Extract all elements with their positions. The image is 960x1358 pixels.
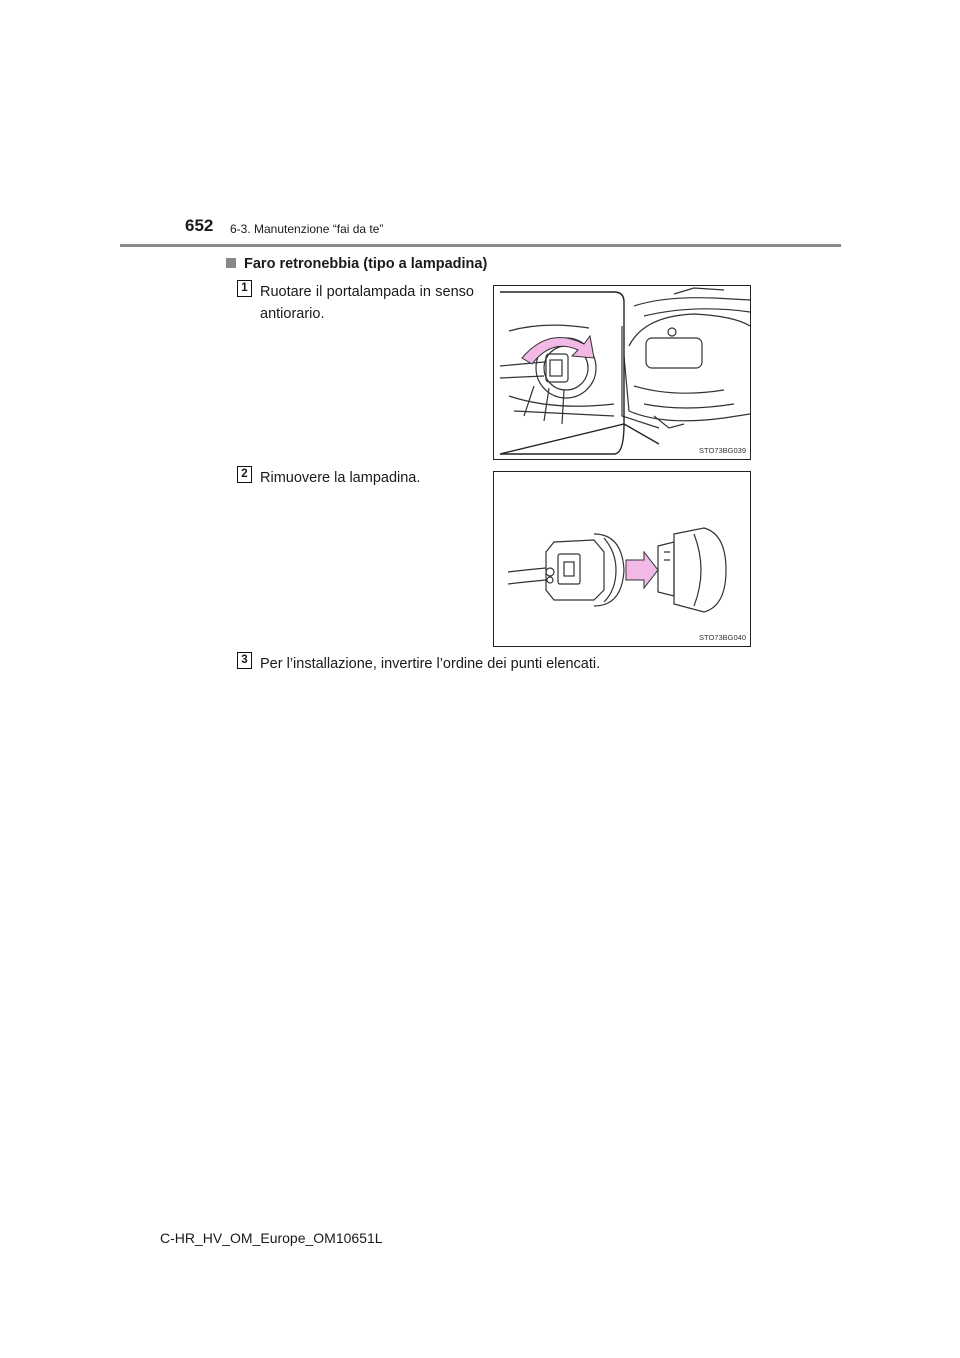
step-2-number: 2	[237, 466, 252, 483]
step-1-text: Ruotare il portalampada in senso antiorario.	[260, 284, 474, 322]
page-number: 652	[185, 216, 214, 235]
subsection-heading	[226, 256, 487, 272]
figure-code: STO73BG040	[699, 633, 746, 642]
car-rear-fog-lamp-illustration	[494, 286, 750, 459]
figure-rotate-bulb-holder	[493, 285, 751, 460]
pull-arrow-icon	[626, 552, 658, 588]
figure-code: STO73BG039	[699, 446, 746, 455]
step-2-text: Rimuovere la lampadina.	[260, 470, 421, 486]
section-title: 6-3. Manutenzione “fai da te”	[230, 222, 384, 236]
bulb-removal-illustration	[494, 472, 750, 646]
square-bullet-icon	[226, 258, 236, 268]
step-3-text: Per l’installazione, invertire l’ordine dei punti elencati.	[260, 656, 601, 672]
step-3-number: 3	[237, 652, 252, 669]
header-divider	[120, 244, 841, 247]
footer-document-id: C-HR_HV_OM_Europe_OM10651L	[160, 1230, 383, 1246]
step-1-number: 1	[237, 280, 252, 297]
figure-remove-bulb	[493, 471, 751, 647]
subsection-heading-text: Faro retronebbia (tipo a lampadina)	[244, 256, 488, 272]
